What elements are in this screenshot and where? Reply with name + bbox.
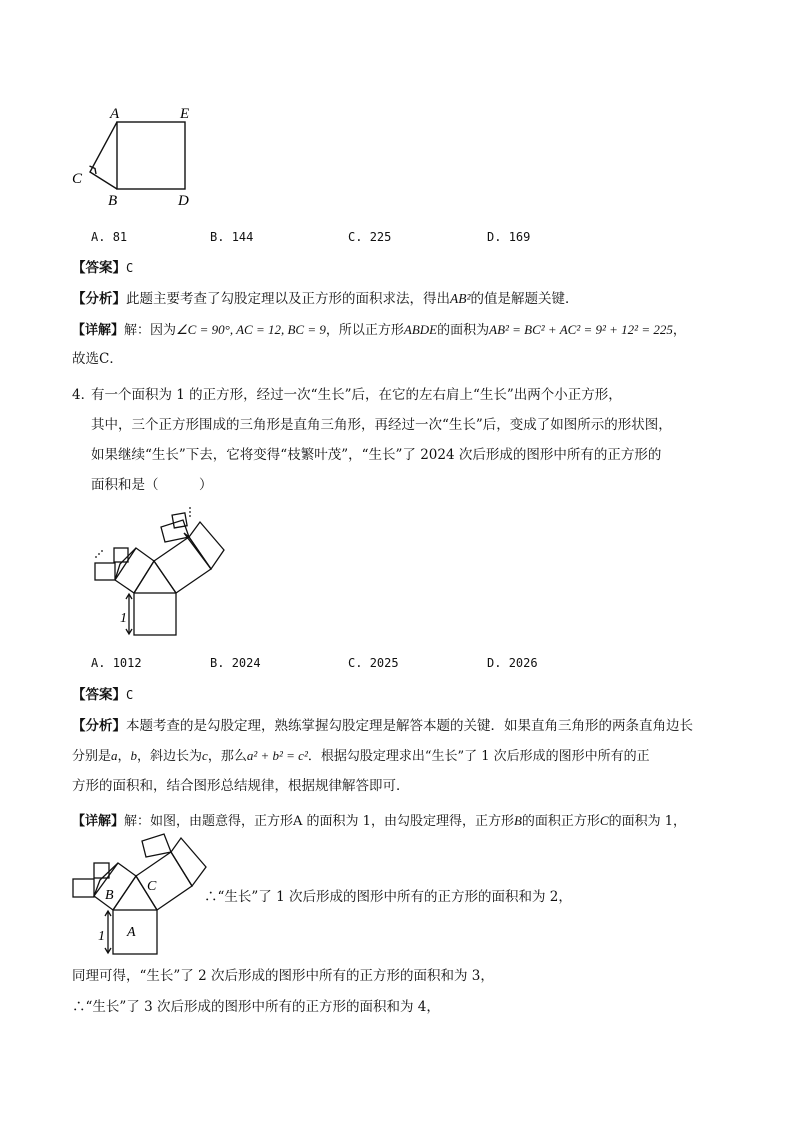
q4-option-d: D. 2026 bbox=[487, 656, 538, 670]
figure-labeled-tree bbox=[68, 830, 210, 960]
q3-conclusion: 故选C． bbox=[72, 351, 123, 367]
q4-option-c: C. 2025 bbox=[348, 656, 399, 670]
q4-number: 4． bbox=[72, 387, 95, 403]
label-d: D bbox=[178, 193, 189, 208]
label-square-c: C bbox=[147, 879, 157, 894]
q3-detail: 【详解】解：因为∠C = 90°, AC = 12, BC = 9，所以正方形ABDE的面积为AB² = BC² + AC² = 9² + 12² = 225， bbox=[72, 322, 686, 338]
length-label: 1 bbox=[98, 929, 105, 944]
q4-stem-line-4: 面积和是（ ） bbox=[91, 477, 213, 493]
figure-pythagoras-tree bbox=[84, 506, 234, 638]
q3-analysis: 【分析】此题主要考查了勾股定理以及正方形的面积求法，得出AB²的值是解题关键． bbox=[72, 291, 579, 307]
length-label: 1 bbox=[120, 611, 127, 626]
q4-option-b: B. 2024 bbox=[210, 656, 261, 670]
q3-option-c: C. 225 bbox=[348, 230, 392, 244]
q4-similarly: 同理可得，“生长”了 2 次后形成的图形中所有的正方形的面积和为 3， bbox=[72, 968, 494, 984]
label-square-a: A bbox=[127, 925, 136, 940]
q4-therefore-2: ∴“生长”了 3 次后形成的图形中所有的正方形的面积和为 4， bbox=[72, 999, 440, 1015]
q4-stem-line-2: 其中，三个正方形围成的三角形是直角三角形，再经过一次“生长”后，变成了如图所示的形状图， bbox=[91, 417, 672, 433]
label-b: B bbox=[108, 193, 118, 208]
q4-stem-line-3: 如果继续“生长”下去，它将变得“枝繁叶茂”，“生长”了 2024 次后形成的图形中所有的正方形的 bbox=[91, 447, 662, 463]
label-c: C bbox=[72, 171, 83, 187]
q4-analysis-line-3: 方形的面积和，结合图形总结规律，根据规律解答即可． bbox=[72, 778, 410, 794]
q3-option-b: B. 144 bbox=[210, 230, 254, 244]
label-square-b: B bbox=[105, 888, 114, 903]
q4-stem-line-1: 有一个面积为 1 的正方形，经过一次“生长”后，在它的左右肩上“生长”出两个小正方形， bbox=[91, 387, 622, 403]
q3-options bbox=[91, 230, 571, 248]
q3-option-d: D. 169 bbox=[487, 230, 531, 244]
figure-square-abde bbox=[68, 104, 198, 208]
q4-detail-line-1: 【详解】解：如图，由题意得，正方形A 的面积为 1，由勾股定理得，正方形B的面积正方形C的面积为 1， bbox=[72, 813, 686, 829]
q4-analysis-line-2: 分别是a，b，斜边长为c，那么a² + b² = c²．根据勾股定理求出“生长”了 1 次后形成的图形中所有的正 bbox=[72, 748, 650, 764]
q4-therefore-1: ∴“生长”了 1 次后形成的图形中所有的正方形的面积和为 2， bbox=[204, 889, 572, 905]
q3-answer: 【答案】C bbox=[72, 260, 134, 276]
q4-analysis-line-1: 【分析】本题考查的是勾股定理，熟练掌握勾股定理是解答本题的关键．如果直角三角形的两条直角边长 bbox=[72, 718, 693, 734]
q4-option-a: A. 1012 bbox=[91, 656, 142, 670]
label-a: A bbox=[110, 106, 120, 122]
q4-options bbox=[91, 656, 571, 674]
q4-answer: 【答案】C bbox=[72, 687, 134, 703]
q3-option-a: A. 81 bbox=[91, 230, 128, 244]
label-e: E bbox=[180, 106, 190, 122]
